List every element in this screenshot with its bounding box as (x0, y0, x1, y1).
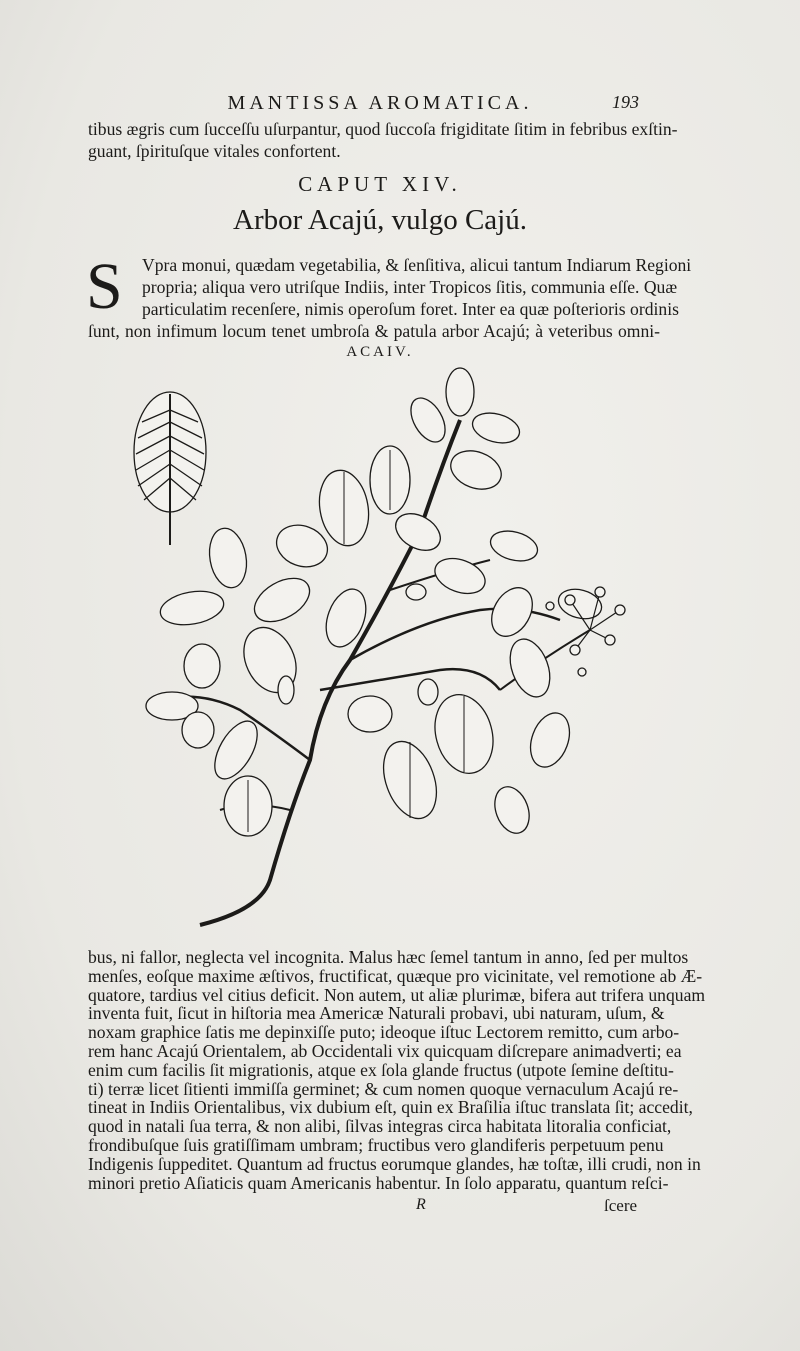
text-line: tibus ægris cum ſucceſſu uſurpantur, quod ſuccoſa frigiditate ſitim in febribus exſtin- (88, 119, 678, 139)
text-line: bus, ni fallor, neglecta vel incognita. Malus hæc ſemel tantum in anno, ſed per multos (88, 947, 689, 967)
text-line: ſunt, non infimum locum tenet umbroſa & patula arbor Acajú; à veteribus omni- (88, 321, 660, 341)
text-line: Vpra monui, quædam vegetabilia, & ſenſitiva, alicui tantum Indiarum Regioni (142, 255, 692, 275)
text-line: ti) terræ licet ſitienti immiſſa germinet; & cum nomen quoque vernaculum Acajú re- (88, 1078, 679, 1099)
cashew-branch-engraving (120, 360, 680, 940)
text-line: Indigenis ſuppeditet. Quantum ad fructus eorumque glandes, hæ toſtæ, illi crudi, non in (88, 1153, 701, 1174)
figure-caption: ACAIV. (346, 344, 414, 360)
catchword: ſcere (604, 1196, 638, 1215)
text-line: propria; aliqua vero utriſque Indiis, inter Tropicos ſitis, communia eſſe. Quæ (142, 277, 678, 297)
text-line: frondibuſque ſuis gratiſſimam umbram; fructibus vero glandiferis perpetuum penu (88, 1135, 664, 1155)
text-line: noxam graphice ſatis me depinxiſſe puto; ideoque iſtuc Lectorem remitto, cum arbo- (88, 1022, 680, 1043)
text-line: quod in natali ſua terra, & non alibi, ſilvas integras circa habitata litoralia conficiat, (88, 1116, 672, 1137)
chapter-title: Arbor Acajú, vulgo Cajú. (233, 204, 527, 236)
text-line: particulatim recenſere, nimis operoſum foret. Inter ea quæ poſterioris ordinis (142, 299, 679, 319)
page-number: 193 (612, 92, 639, 112)
text-line: enim cum facilis ſit migrationis, atque ex ſola glande fructus (utpote ſemine deſtitu- (88, 1059, 674, 1080)
text-line: menſes, eoſque maxime æſtivos, fructificat, quæque pro vicinitate, vel remotione ab Æ- (88, 965, 703, 986)
running-head: MANTISSA AROMATICA. (227, 92, 533, 114)
text-line: minori pretio Aſiaticis quam Americanis habentur. In ſolo apparatu, quantum reſci- (88, 1172, 669, 1193)
text-line: guant, ſpirituſque vitales confortent. (88, 141, 341, 161)
chapter-heading: CAPUT XIV. (298, 172, 462, 196)
text-line: rem hanc Acajú Orientalem, ab Occidentali vix quicquam diſcrepare animadverti; ea (88, 1041, 682, 1061)
single-leaf-illustration (134, 392, 206, 545)
text-line: quatore, tardius vel citius deficit. Non autem, ut aliæ plurimæ, bifera aut trifera unquam (88, 984, 706, 1005)
drop-capital: S (86, 250, 123, 323)
signature-mark: R (416, 1196, 426, 1213)
text-line: inventa fuit, ſicut in hiſtoria mea Americæ Naturali probavi, ubi naturam, uſum, & (88, 1003, 665, 1024)
text-line: tineat in Indiis Orientalibus, vix dubium eſt, quin ex Braſilia iſtuc translata ſit; accedit, (88, 1097, 693, 1118)
